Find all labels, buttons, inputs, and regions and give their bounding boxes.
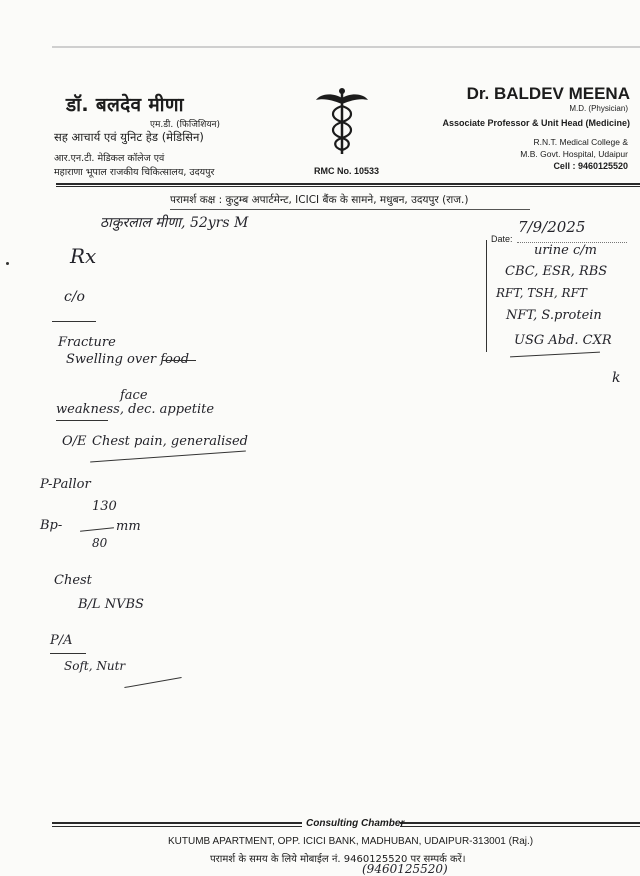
note-underline xyxy=(52,321,96,322)
caduceus-icon xyxy=(314,86,370,156)
complaint-line: Fracture xyxy=(58,335,116,350)
investigations-bracket xyxy=(486,240,487,352)
degree-hindi: एम.डी. (फिजिशियन) xyxy=(150,120,221,130)
college-line2-hindi: महाराणा भूपाल राजकीय चिकित्सालय, उदयपुर xyxy=(54,167,215,178)
degree-english: M.D. (Physician) xyxy=(569,104,628,113)
header-divider-thin xyxy=(56,186,640,187)
footer-rule-left-thin xyxy=(52,826,302,827)
doctor-name-english: Dr. BALDEV MEENA xyxy=(466,84,630,103)
complaint-line: Chest pain, generalised xyxy=(92,434,248,449)
title-hindi: सह आचार्य एवं युनिट हेड (मेडिसिन) xyxy=(54,130,204,144)
consulting-address-hindi: परामर्श कक्ष : कुटुम्ब अपार्टमेन्ट, ICICI बैंक के सामने, मधुबन, उदयपुर (राज.) xyxy=(170,194,469,206)
bp-systolic: 130 xyxy=(92,499,117,514)
footer-hindi-note: परामर्श के समय के लिये मोबाईल नं. 9460125520 पर सम्पर्क करें। xyxy=(210,854,466,865)
bp-unit: mm xyxy=(116,519,141,534)
footer-address: KUTUMB APARTMENT, OPP. ICICI BANK, MADHUBAN, UDAIPUR-313001 (Raj.) xyxy=(168,836,534,847)
note-underline xyxy=(50,653,86,654)
bp-label: Bp- xyxy=(40,518,63,533)
investigation-item: NFT, S.protein xyxy=(506,308,602,323)
complaint-line: Swelling over food xyxy=(66,352,190,367)
college-line1-english: R.N.T. Medical College & xyxy=(533,137,628,147)
cell-number: Cell : 9460125520 xyxy=(553,161,628,171)
investigation-item: CBC, ESR, RBS xyxy=(505,264,608,279)
note-underline xyxy=(90,451,246,463)
note-underline xyxy=(56,420,108,421)
complaint-line: face xyxy=(120,388,148,403)
rx-symbol: Rx xyxy=(70,244,97,268)
college-line2-english: M.B. Govt. Hospital, Udaipur xyxy=(520,149,628,159)
pen-stroke xyxy=(124,677,181,688)
complaints-label: c/o xyxy=(64,289,85,305)
footer-rule-right-thin xyxy=(400,826,640,827)
investigations-underline xyxy=(510,352,600,358)
header-divider xyxy=(56,183,640,185)
footer-rule-left xyxy=(52,822,302,824)
bp-diastolic: 80 xyxy=(92,536,108,550)
consult-underline xyxy=(170,209,530,210)
footer-handwritten-number: (9460125520) xyxy=(362,862,448,876)
complaint-line: O/E xyxy=(62,434,87,449)
complaint-line: weakness, dec. appetite xyxy=(56,402,215,417)
strikethrough xyxy=(162,360,196,361)
footer-rule-right xyxy=(400,822,640,824)
bp-fraction-line xyxy=(80,527,114,532)
investigations-mark: k xyxy=(612,370,621,386)
exam-finding: P-Pallor xyxy=(40,477,91,492)
date-label: Date: xyxy=(491,234,513,244)
chest-label: Chest xyxy=(54,573,92,588)
pa-finding: Soft, Nutr xyxy=(64,659,126,673)
ink-dot xyxy=(6,262,9,265)
pa-label: P/A xyxy=(50,633,73,648)
investigation-item: USG Abd. CXR xyxy=(514,333,612,348)
patient-details: ठाकुरलाल मीणा, 52yrs M xyxy=(100,215,249,231)
handwritten-date: 7/9/2025 xyxy=(518,218,586,236)
top-edge-rule xyxy=(52,46,640,48)
doctor-name-hindi: डॉ. बलदेव मीणा xyxy=(66,94,184,116)
investigation-item: urine c/m xyxy=(534,243,597,258)
investigation-item: RFT, TSH, RFT xyxy=(496,286,587,300)
footer-chamber-label: Consulting Chamber xyxy=(306,818,405,829)
title-english: Associate Professor & Unit Head (Medicine) xyxy=(442,118,630,128)
college-line1-hindi: आर.एन.टी. मेडिकल कॉलेज एवं xyxy=(54,153,165,164)
chest-finding: B/L NVBS xyxy=(78,597,144,612)
rmc-number: RMC No. 10533 xyxy=(314,166,380,176)
